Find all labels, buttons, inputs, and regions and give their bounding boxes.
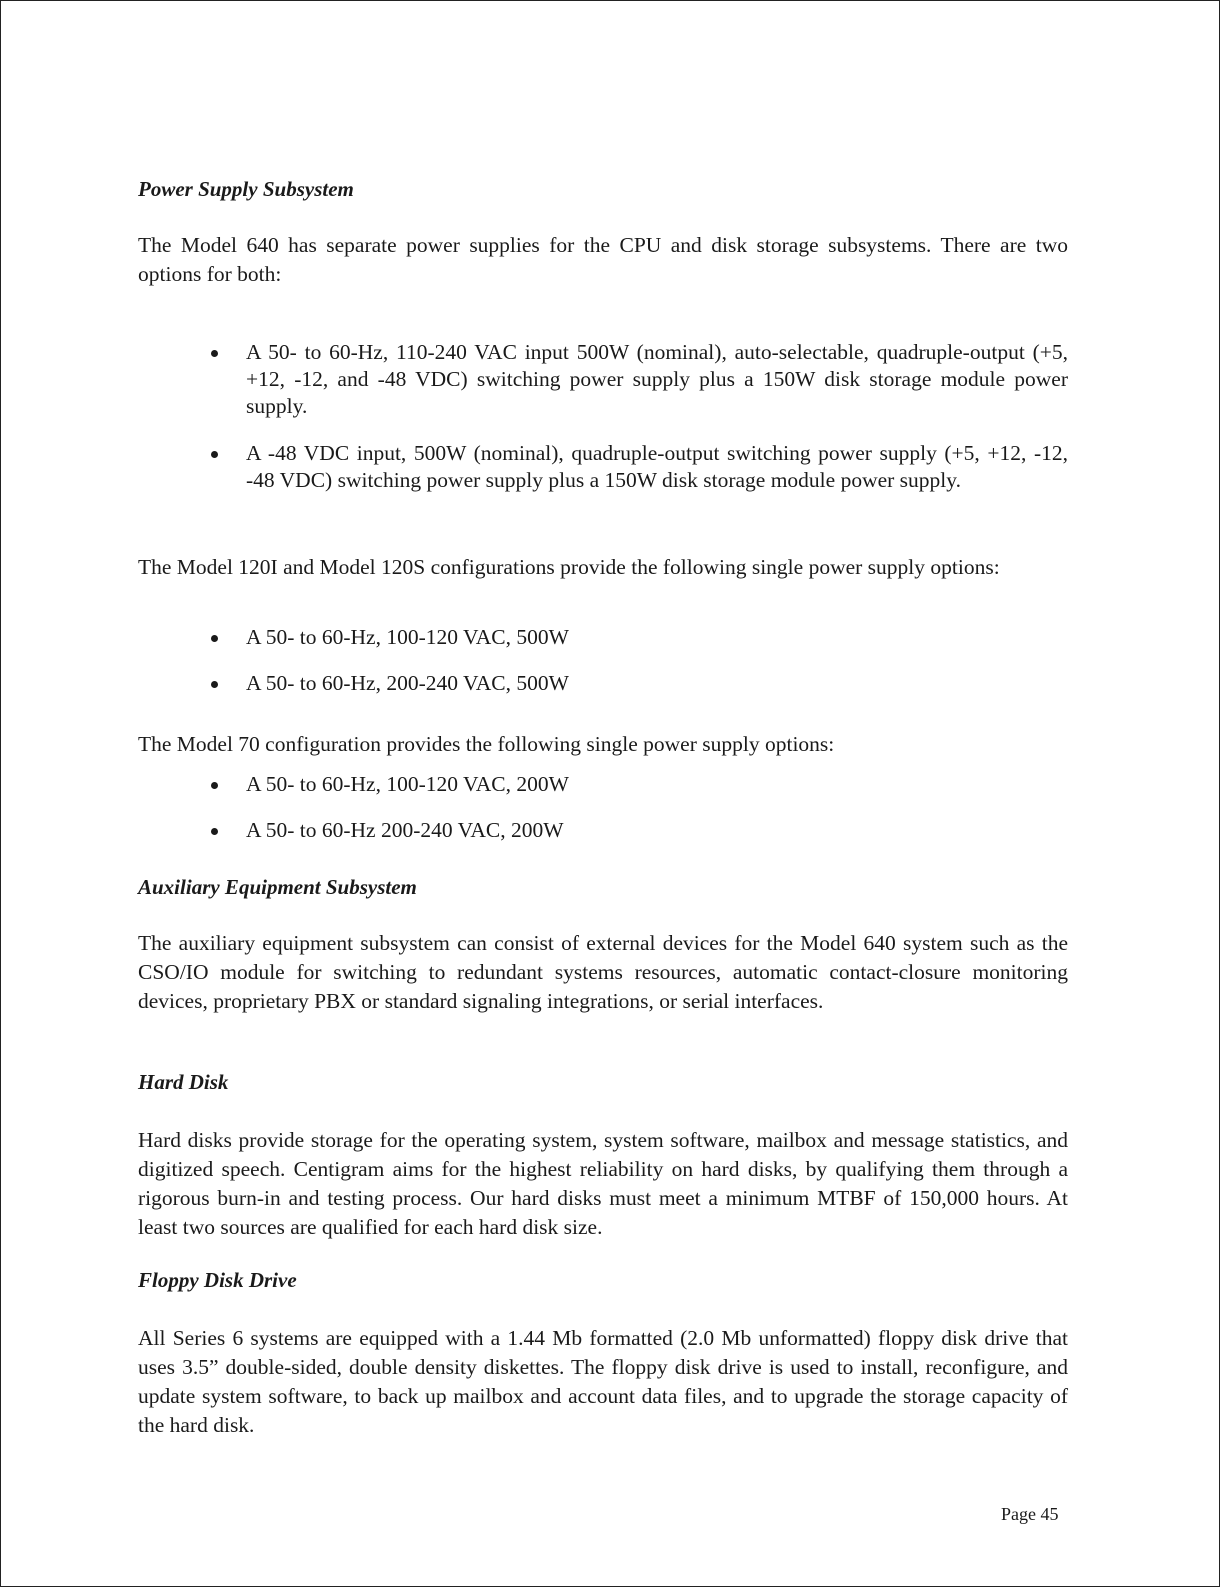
list-item-text: A -48 VDC input, 500W (nominal), quadruple-output switching power supply (+5, +12, -12, -48 VDC) switching power supply plus a 150W disk storage module power supply. [246,441,1068,492]
model70-intro: The Model 70 configuration provides the following single power supply options: [138,732,835,756]
page-number: Page 45 [1001,1504,1059,1524]
bullet-icon [211,828,218,835]
list-item [206,817,1068,844]
bullet-icon [211,350,218,357]
list-item [206,670,1068,697]
hard-disk-heading: Hard Disk [138,1070,229,1094]
list-item-text: A 50- to 60-Hz 200-240 VAC, 200W [246,818,564,842]
list-item-text: A 50- to 60-Hz, 100-120 VAC, 500W [246,625,569,649]
power-supply-options-list [206,339,1068,494]
list-item-text: A 50- to 60-Hz, 110-240 VAC input 500W (nominal), auto-selectable, quadruple-output (+5, +12, -12, and -48 VDC) switching power supply plus a 150W disk storage module power supply. [246,340,1068,418]
list-item [206,624,1068,651]
bullet-icon [211,782,218,789]
list-item [206,771,1068,798]
model120-intro: The Model 120I and Model 120S configurations provide the following single power supply options: [138,555,1000,579]
bullet-icon [211,681,218,688]
floppy-body: All Series 6 systems are equipped with a 1.44 Mb formatted (2.0 Mb unformatted) floppy disk drive that uses 3.5” double-sided, double density diskettes. The floppy disk drive is used to install, reconfigure, and update system software, to back up mailbox and account data files, and to upgrade the storage capacity of the hard disk. [138,1326,1068,1437]
hard-disk-body: Hard disks provide storage for the operating system, system software, mailbox and message statistics, and digitized speech. Centigram aims for the highest reliability on hard disks, by qualifying them through a rigorous burn-in and testing process. Our hard disks must meet a minimum MTBF of 150,000 hours. At least two sources are qualified for each hard disk size. [138,1128,1068,1239]
list-item-text: A 50- to 60-Hz, 200-240 VAC, 500W [246,671,569,695]
model120-options-list [206,624,1068,697]
model70-options-list [206,771,1068,844]
auxiliary-body: The auxiliary equipment subsystem can consist of external devices for the Model 640 system such as the CSO/IO module for switching to redundant systems resources, automatic contact-closure monitoring devices, proprietary PBX or standard signaling integrations, or serial interfaces. [138,931,1068,1013]
floppy-heading: Floppy Disk Drive [138,1268,297,1292]
auxiliary-heading: Auxiliary Equipment Subsystem [138,875,417,899]
power-supply-heading: Power Supply Subsystem [138,177,354,201]
bullet-icon [211,635,218,642]
list-item [206,440,1068,494]
list-item-text: A 50- to 60-Hz, 100-120 VAC, 200W [246,772,569,796]
power-supply-intro: The Model 640 has separate power supplies for the CPU and disk storage subsystems. There are two options for both: [138,233,1068,286]
bullet-icon [211,451,218,458]
list-item [206,339,1068,420]
